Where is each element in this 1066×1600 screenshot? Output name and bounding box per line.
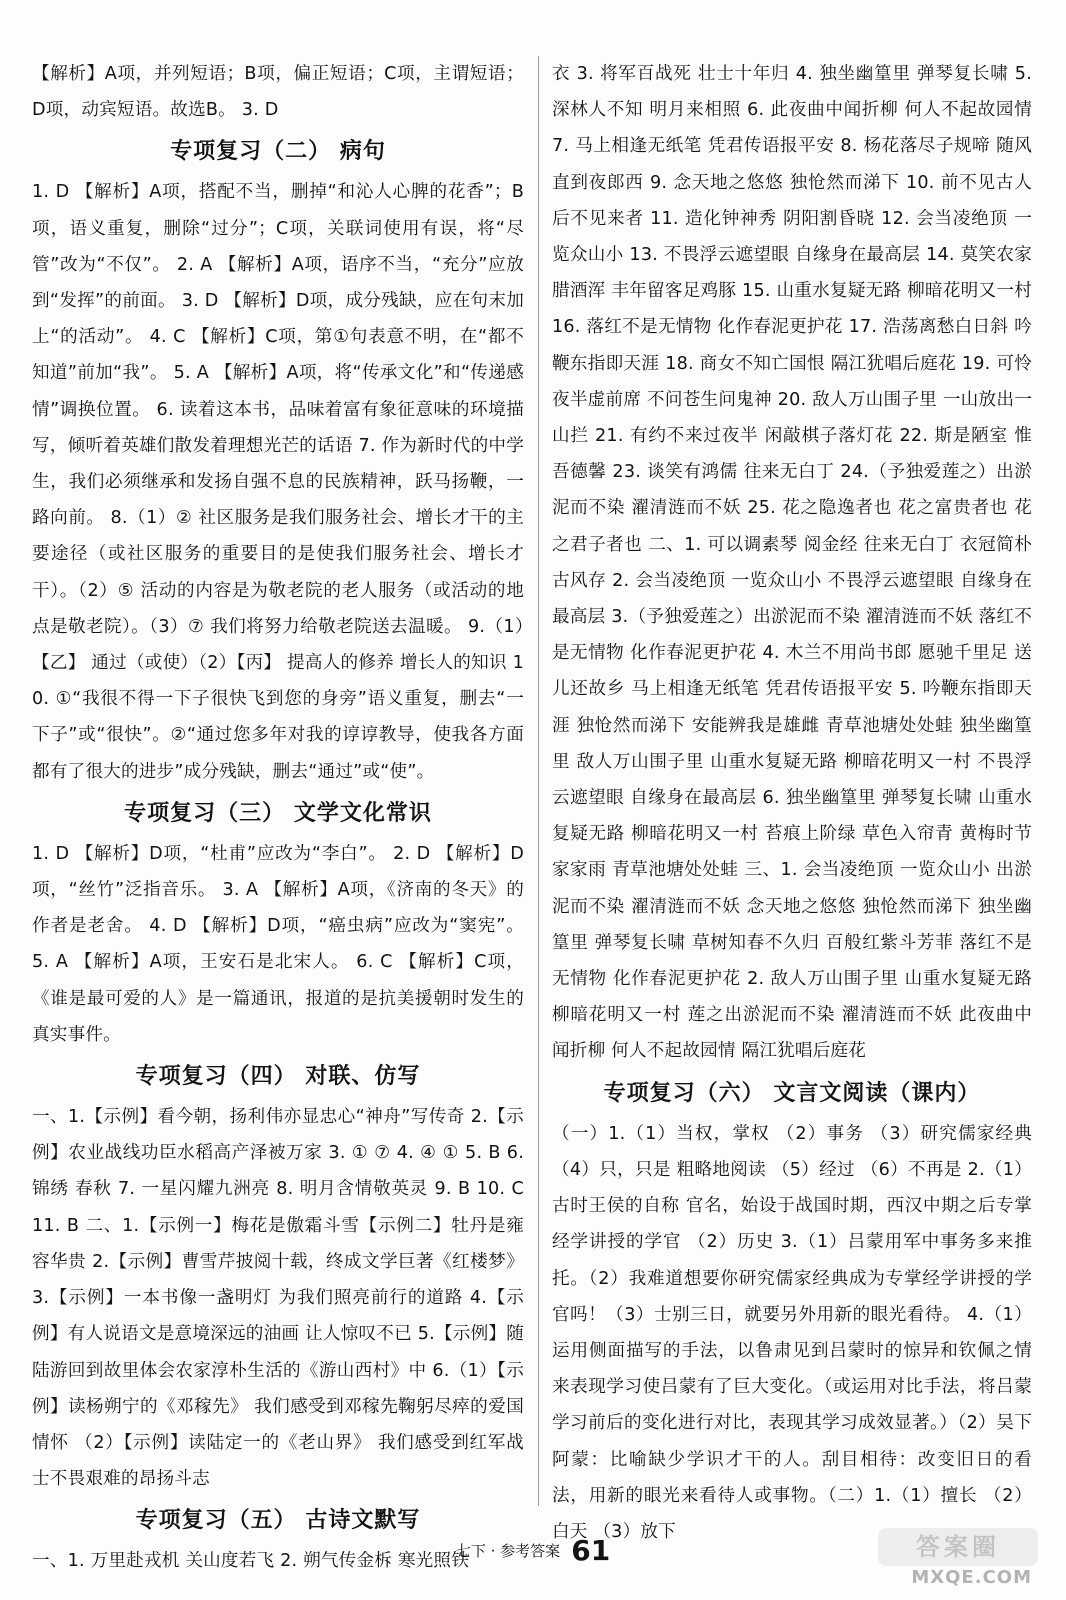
section-body-4: 一、1.【示例】看今朝，扬利伟亦显忠心“神舟”写传奇 2.【示例】农业战线功臣水稻高产泽被万家 3. ① ⑦ 4. ④ ① 5. B 6. 锦绣 春秋 7. 一星闪耀九洲亮 8. 明月含情敬英灵 9. B 10. C 11. B 二、1.【示例一】梅花是傲霜斗雪【示例二】牡丹是雍容华贵 2.【示例】曹雪芹披阅十载，终成文学巨著《红楼梦》 3.【示例】一本书像一盏明灯 为我们照亮前行的道路 4.【示例】有人说语文是意境深远的油画 让人惊叹不已 5.【示例】随陆游回到故里体会农家淳朴生活的《游山西村》中 6.（1）【示例】读杨朔宁的《邓稼先》 我们感受到邓稼先鞠躬尽瘁的爱国情怀 （2）【示例】读陆定一的《老山界》 我们感受到红军战士不畏艰难的昂扬斗志 <box>32 1107 524 1490</box>
right-column <box>552 56 1032 1550</box>
section-title-6: 专项复习（六） 文言文阅读（课内） <box>603 1080 981 1106</box>
section-body-6: （一）1.（1）当权，掌权 （2）事务 （3）研究儒家经典 （4）只，只是 粗略地阅读 （5）经过 （6）不再是 2.（1）古时王侯的自称 官名，始设于战国时期，西汉中期之后专掌经学讲授的学官 （2）历史 3.（1）吕蒙用军中事务多来推托。（2）我难道想要你研究儒家经典成为专掌经学讲授的学官吗！（3）士别三日，就要另外用新的眼光看待。 4.（1）运用侧面描写的手法，以鲁肃见到吕蒙时的惊异和钦佩之情来表现学习使吕蒙有了巨大变化。（或运用对比手法，将吕蒙学习前后的变化进行对比，表现其学习成效显著。）（2）吴下阿蒙：比喻缺少学识才干的人。刮目相待：改变旧日的看法，用新的眼光来看待人或事物。（二）1.（1）擅长 （2）白天 （3）放下 <box>552 1123 1032 1542</box>
section-title-5: 专项复习（五） 古诗文默写 <box>135 1508 421 1534</box>
left-column <box>32 56 524 1580</box>
intro-answer: 【解析】A项，并列短语；B项，偏正短语；C项，主谓短语；D项，动宾短语。故选B。 3. D <box>32 64 524 121</box>
section-title-3: 专项复习（三） 文学文化常识 <box>124 800 432 826</box>
watermark-site: MXQE.COM <box>911 1567 1032 1588</box>
section-body-3: 1. D 【解析】D项，“杜甫”应改为“李白”。 2. D 【解析】D项，“丝竹”泛指音乐。 3. A 【解析】A项，《济南的冬天》的作者是老舍。 4. D 【解析】D项，“癌虫病”应改为“窦宪”。 5. A 【解析】A项，王安石是北宋人。 6. C 【解析】C项，《谁是最可爱的人》是一篇通讯，报道的是抗美援朝时发生的真实事件。 <box>32 843 524 1045</box>
watermark-logo <box>868 1528 1038 1588</box>
section-title-4: 专项复习（四） 对联、仿写 <box>135 1064 421 1090</box>
page-number: 61 <box>571 1534 611 1567</box>
section-title-2: 专项复习（二） 病句 <box>170 139 386 165</box>
section-body-2: 1. D 【解析】A项，搭配不当，删掉“和沁人心脾的花香”；B项，语义重复，删除“过分”；C项，关联词使用有误，将“尽管”改为“不仅”。 2. A 【解析】A项，语序不当，“充分”应放到“发挥”的前面。 3. D 【解析】D项，成分残缺，应在句末加上“的活动”。 4. C 【解析】C项，第①句表意不明，在“都不知道”前加“我”。 5. A 【解析】A项，将“传承文化”和“传递感情”调换位置。 6. 读着这本书，品味着富有象征意味的环境描写，倾听着英雄们散发着理想光芒的话语 7. 作为新时代的中学生，我们必须继承和发扬自强不息的民族精神，跃马扬鞭，一路向前。 8.（1）② 社区服务是我们服务社会、增长才干的主要途径（或社区服务的重要目的是使我们服务社会、增长才干）。（2）⑤ 活动的内容是为敬老院的老人服务（或活动的地点是敬老院）。（3）⑦ 我们将努力给敬老院送去温暖。 9.（1）【乙】 通过（或使）（2）【丙】 提高人的修养 增长人的知识 10. ①“我很不得一下子很快飞到您的身旁”语义重复，删去“一下子”或“很快”。②“通过您多年对我的谆谆教导，使我各方面都有了很大的进步”成分残缺，删去“通过”或“使”。 <box>32 182 524 782</box>
footer-label: 七下 · 参考答案 <box>455 1542 561 1560</box>
column-divider <box>538 56 539 1506</box>
watermark-badge: 答案圈 <box>878 1528 1038 1566</box>
section-body-5: 一、1. 万里赴戎机 关山度若飞 2. 朔气传金柝 寒光照铁 <box>32 1551 470 1572</box>
section-body-5-continued: 衣 3. 将军百战死 壮士十年归 4. 独坐幽篁里 弹琴复长啸 5. 深林人不知 明月来相照 6. 此夜曲中闻折柳 何人不起故园情 7. 马上相逢无纸笔 凭君传语报平安 8. 杨花落尽子规啼 随风直到夜郎西 9. 念天地之悠悠 独怆然而涕下 10. 前不见古人 后不见来者 11. 造化钟神秀 阴阳割昏晓 12. 会当凌绝顶 一览众山小 13. 不畏浮云遮望眼 自缘身在最高层 14. 莫笑农家腊酒浑 丰年留客足鸡豚 15. 山重水复疑无路 柳暗花明又一村 16. 落红不是无情物 化作春泥更护花 17. 浩荡离愁白日斜 吟鞭东指即天涯 18. 商女不知亡国恨 隔江犹唱后庭花 19. 可怜夜半虚前席 不问苍生问鬼神 20. 敌人万山围子里 一山放出一山拦 21. 有约不来过夜半 闲敲棋子落灯花 22. 斯是陋室 惟吾德馨 23. 谈笑有鸿儒 往来无白丁 24.（予独爱莲之）出淤泥而不染 濯清涟而不妖 25. 花之隐逸者也 花之富贵者也 花之君子者也 二、1. 可以调素琴 阅金经 往来无白丁 衣冠简朴古风存 2. 会当凌绝顶 一览众山小 不畏浮云遮望眼 自缘身在最高层 3.（予独爱莲之）出淤泥而不染 濯清涟而不妖 落红不是无情物 化作春泥更护花 4. 木兰不用尚书郎 愿驰千里足 送儿还故乡 马上相逢无纸笔 凭君传语报平安 5. 吟鞭东指即天涯 独怆然而涕下 安能辨我是雄雌 青草池塘处处蛙 独坐幽篁里 敌人万山围子里 山重水复疑无路 柳暗花明又一村 不畏浮云遮望眼 自缘身在最高层 6. 独坐幽篁里 弹琴复长啸 山重水复疑无路 柳暗花明又一村 苔痕上阶绿 草色入帘青 黄梅时节家家雨 青草池塘处处蛙 三、1. 会当凌绝顶 一览众山小 出淤泥而不染 濯清涟而不妖 念天地之悠悠 独怆然而涕下 独坐幽篁里 弹琴复长啸 草树知春不久归 百般红紫斗芳菲 落红不是无情物 化作春泥更护花 2. 敌人万山围子里 山重水复疑无路 柳暗花明又一村 莲之出淤泥而不染 濯清涟而不妖 此夜曲中闻折柳 何人不起故园情 隔江犹唱后庭花 <box>552 64 1032 1062</box>
